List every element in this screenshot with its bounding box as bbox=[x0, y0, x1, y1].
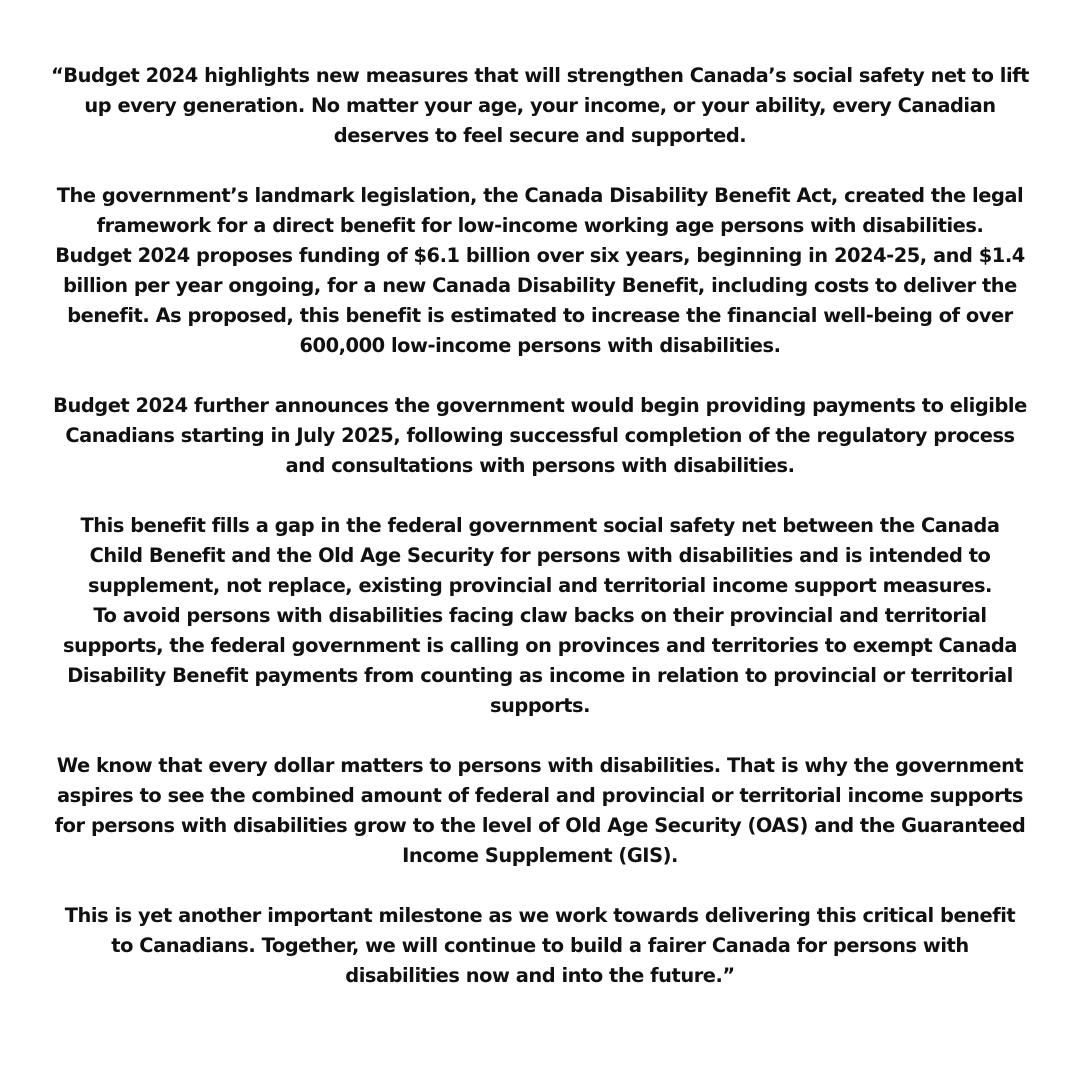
text-line: aspires to see the combined amount of federal and provincial or territorial income supports bbox=[57, 784, 1023, 807]
text-line: billion per year ongoing, for a new Canada Disability Benefit, including costs to deliver the bbox=[63, 274, 1017, 297]
text-line: The government’s landmark legislation, the Canada Disability Benefit Act, created the legal bbox=[56, 184, 1024, 207]
text-line: To avoid persons with disabilities facing claw backs on their provincial and territorial bbox=[93, 604, 987, 627]
text-line: Canadians starting in July 2025, following successful completion of the regulatory process bbox=[65, 424, 1015, 447]
paragraph-every-dollar bbox=[40, 751, 1040, 871]
text-line: Budget 2024 proposes funding of $6.1 billion over six years, beginning in 2024-25, and $1.4 bbox=[55, 244, 1025, 267]
text-line: deserves to feel secure and supported. bbox=[333, 124, 747, 147]
text-line: for persons with disabilities grow to the level of Old Age Security (OAS) and the Guaranteed bbox=[54, 814, 1026, 837]
text-line: supports. bbox=[489, 694, 591, 717]
paragraph-legislation-funding bbox=[40, 181, 1040, 361]
text-line: 600,000 low-income persons with disabilities. bbox=[299, 334, 781, 357]
text-line: Budget 2024 further announces the government would begin providing payments to eligible bbox=[53, 394, 1027, 417]
statement-quote bbox=[40, 61, 1040, 991]
text-line: Income Supplement (GIS). bbox=[402, 844, 678, 867]
paragraph-milestone bbox=[40, 901, 1040, 991]
text-line: framework for a direct benefit for low-income working age persons with disabilities. bbox=[96, 214, 984, 237]
text-line: disabilities now and into the future.” bbox=[345, 964, 735, 987]
paragraph-gap-and-clawbacks bbox=[40, 511, 1040, 721]
text-line: This is yet another important milestone as we work towards delivering this critical benefit bbox=[64, 904, 1016, 927]
paragraph-payments-start bbox=[40, 391, 1040, 481]
text-line: This benefit fills a gap in the federal government social safety net between the Canada bbox=[80, 514, 1000, 537]
text-line: benefit. As proposed, this benefit is estimated to increase the financial well-being of over bbox=[67, 304, 1013, 327]
text-line: Child Benefit and the Old Age Security for persons with disabilities and is intended to bbox=[89, 544, 991, 567]
text-line: We know that every dollar matters to persons with disabilities. That is why the government bbox=[56, 754, 1024, 777]
text-line: Disability Benefit payments from counting as income in relation to provincial or territorial bbox=[67, 664, 1013, 687]
text-line: “Budget 2024 highlights new measures that will strengthen Canada’s social safety net to lift bbox=[51, 64, 1029, 87]
text-line: to Canadians. Together, we will continue to build a fairer Canada for persons with bbox=[111, 934, 969, 957]
text-line: up every generation. No matter your age, your income, or your ability, every Canadian bbox=[84, 94, 996, 117]
text-line: and consultations with persons with disabilities. bbox=[285, 454, 795, 477]
paragraph-safety-net bbox=[40, 61, 1040, 151]
text-line: supports, the federal government is calling on provinces and territories to exempt Canada bbox=[63, 634, 1017, 657]
text-line: supplement, not replace, existing provincial and territorial income support measures. bbox=[88, 574, 992, 597]
